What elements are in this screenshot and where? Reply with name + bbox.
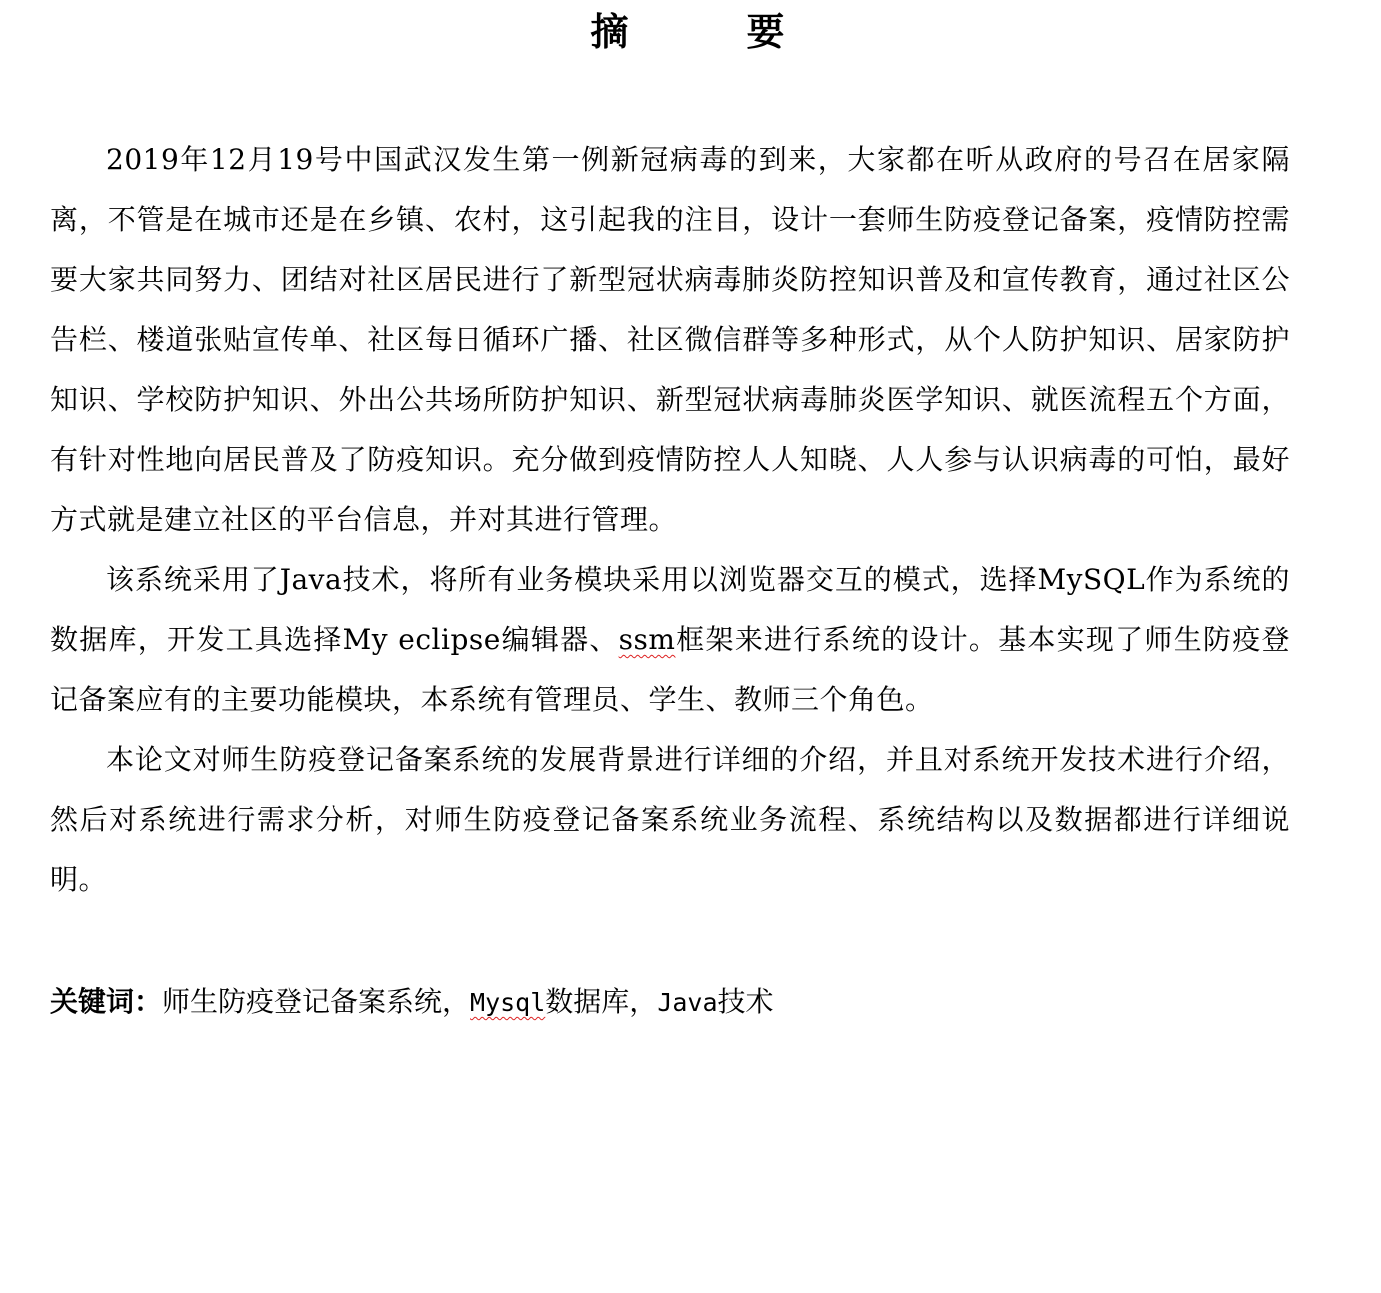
abstract-title: 摘 要: [590, 10, 825, 54]
abstract-body: [50, 130, 1290, 910]
keyword-2-rest: 数据库，: [545, 985, 658, 1018]
abstract-paragraph-3: 本论文对师生防疫登记备案系统的发展背景进行详细的介绍，并且对系统开发技术进行介绍，然后对系统进行需求分析，对师生防疫登记备案系统业务流程、系统结构以及数据都进行详细说明。: [50, 743, 1290, 896]
paragraph-2-text-b: 框架来进行系统的设计。基本实现了师生防疫登记备案应有的主要功能模块，本系统有管理员、学生、教师三个角色。: [50, 623, 1290, 716]
spellcheck-flag-ssm: ssm: [618, 623, 676, 656]
keywords-line: [50, 972, 1290, 1033]
keywords-label: 关键词：: [50, 985, 163, 1018]
abstract-paragraph-1: 2019年12月19号中国武汉发生第一例新冠病毒的到来，大家都在听从政府的号召在居家隔离，不管是在城市还是在乡镇、农村，这引起我的注目，设计一套师生防疫登记备案，疫情防控需要大家共同努力、团结对社区居民进行了新型冠状病毒肺炎防控知识普及和宣传教育，通过社区公告栏、楼道张贴宣传单、社区每日循环广播、社区微信群等多种形式，从个人防护知识、居家防护知识、学校防护知识、外出公共场所防护知识、新型冠状病毒肺炎医学知识、就医流程五个方面，有针对性地向居民普及了防疫知识。充分做到疫情防控人人知晓、人人参与认识病毒的可怕，最好方式就是建立社区的平台信息，并对其进行管理。: [50, 143, 1290, 536]
keyword-mysql: Mysql: [470, 988, 546, 1017]
keyword-java: Java: [657, 988, 718, 1017]
keyword-1: 师生防疫登记备案系统，: [162, 985, 471, 1018]
abstract-paragraph-2: [50, 550, 1290, 730]
paragraph-2-text-a: 该系统采用了Java技术，将所有业务模块采用以浏览器交互的模式，选择MySQL作为系统的数据库，开发工具选择My eclipse编辑器、: [50, 563, 1290, 656]
keyword-3-rest: 技术: [717, 985, 774, 1018]
